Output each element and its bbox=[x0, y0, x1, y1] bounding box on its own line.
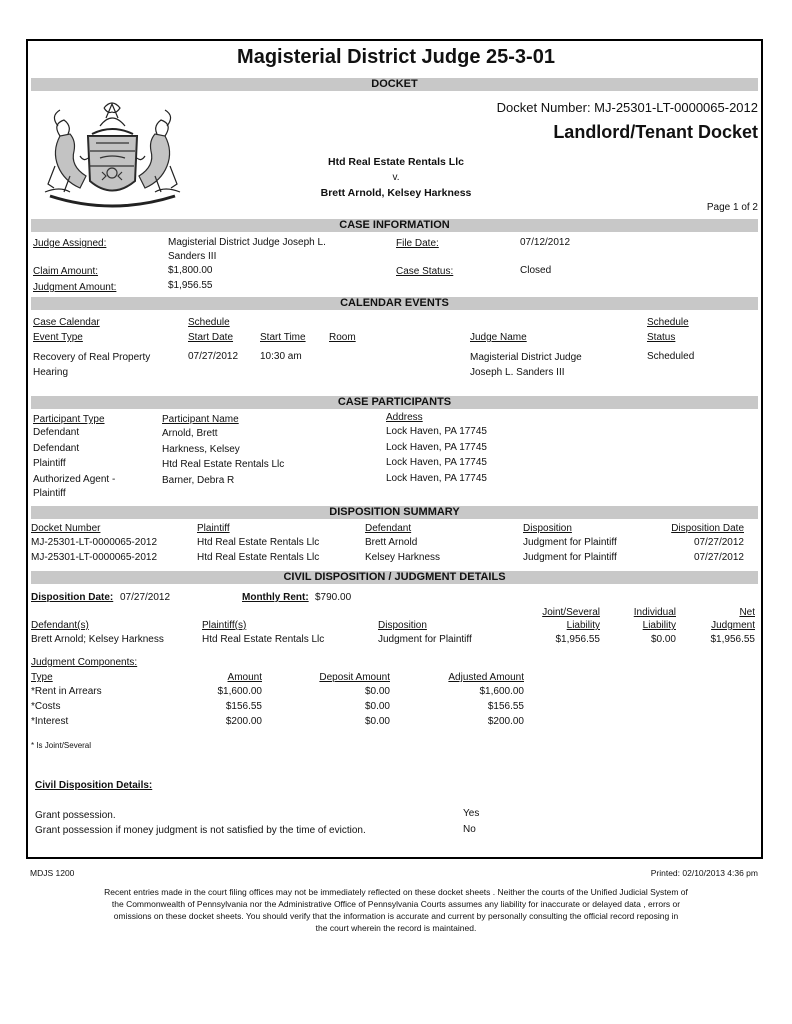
disclaimer bbox=[70, 886, 722, 934]
judgment-label: Judgment Amount: bbox=[33, 282, 117, 293]
component-deposit: $0.00 bbox=[364, 701, 390, 712]
components-label: Judgment Components: bbox=[31, 657, 138, 668]
civil-plaintiffs: Htd Real Estate Rentals Llc bbox=[202, 634, 325, 645]
component-deposit: $0.00 bbox=[364, 716, 390, 727]
h-amount: Amount bbox=[227, 672, 262, 683]
joint-liability: $1,956.55 bbox=[555, 634, 600, 645]
disp-docket: MJ-25301-LT-0000065-2012 bbox=[31, 537, 158, 548]
participant-type-cont: Plaintiff bbox=[33, 488, 66, 499]
participant-address: Lock Haven, PA 17745 bbox=[386, 442, 487, 453]
detail-grant-possession-eviction-value: No bbox=[463, 824, 476, 835]
claim-amount: $1,800.00 bbox=[168, 265, 213, 276]
monthly-rent-label: Monthly Rent: bbox=[242, 592, 309, 603]
joint-several-footnote: * Is Joint/Several bbox=[31, 741, 92, 750]
participant-name: Arnold, Brett bbox=[162, 428, 218, 439]
printed-date: Printed: 02/10/2013 4:36 pm bbox=[650, 868, 758, 878]
h-individual-1: Individual bbox=[633, 607, 676, 618]
disclaimer-line: omissions on these docket sheets. You should verify that the information is accurate and current by personally consulting the official record reposing in bbox=[113, 911, 679, 921]
disp-plaintiff: Htd Real Estate Rentals Llc bbox=[197, 552, 320, 563]
h-room: Room bbox=[329, 332, 356, 343]
participant-name: Barner, Debra R bbox=[162, 475, 235, 486]
detail-grant-possession: Grant possession. bbox=[35, 810, 116, 821]
disp-plaintiff: Htd Real Estate Rentals Llc bbox=[197, 537, 320, 548]
page-number: Page 1 of 2 bbox=[706, 202, 758, 213]
disp-date: 07/27/2012 bbox=[693, 537, 744, 548]
component-adjusted: $200.00 bbox=[487, 716, 524, 727]
file-date: 07/12/2012 bbox=[520, 237, 571, 248]
h-disposition-date: Disposition Date bbox=[671, 523, 744, 534]
judge-line2: Sanders III bbox=[168, 251, 217, 262]
h-joint-2: Liability bbox=[566, 620, 600, 631]
disp-defendant: Kelsey Harkness bbox=[365, 552, 441, 563]
h-net-1: Net bbox=[739, 607, 755, 618]
disp-date: 07/27/2012 bbox=[693, 552, 744, 563]
h-defendants: Defendant(s) bbox=[31, 620, 89, 631]
participant-type: Defendant bbox=[33, 443, 80, 454]
detail-grant-possession-value: Yes bbox=[463, 808, 480, 819]
participant-name: Harkness, Kelsey bbox=[162, 444, 240, 455]
h-status: Status bbox=[647, 332, 676, 343]
case-status: Closed bbox=[520, 265, 552, 276]
h-address: Address bbox=[386, 412, 423, 423]
participant-type: Plaintiff bbox=[33, 458, 66, 469]
component-amount: $156.55 bbox=[225, 701, 262, 712]
h-schedule: Schedule bbox=[188, 317, 230, 328]
h-participant-name: Participant Name bbox=[162, 414, 239, 425]
h-start-time: Start Time bbox=[260, 332, 306, 343]
h-disposition: Disposition bbox=[523, 523, 572, 534]
form-number: MDJS 1200 bbox=[30, 868, 75, 878]
component-type: *Interest bbox=[31, 716, 69, 727]
civil-disposition: Judgment for Plaintiff bbox=[378, 634, 472, 645]
participant-name: Htd Real Estate Rentals Llc bbox=[162, 459, 285, 470]
event-status: Scheduled bbox=[647, 351, 695, 362]
event-start-date: 07/27/2012 bbox=[188, 351, 239, 362]
h-joint-1: Joint/Several bbox=[542, 607, 600, 618]
net-judgment: $1,956.55 bbox=[710, 634, 755, 645]
h-individual-2: Liability bbox=[642, 620, 676, 631]
h-participant-type: Participant Type bbox=[33, 414, 105, 425]
h-judge-name: Judge Name bbox=[470, 332, 527, 343]
h-type: Type bbox=[31, 672, 53, 683]
h-docket-number: Docket Number bbox=[31, 523, 101, 534]
component-amount: $200.00 bbox=[225, 716, 262, 727]
judge-label: Judge Assigned: bbox=[33, 238, 107, 249]
docket-bar: DOCKET bbox=[31, 78, 758, 91]
component-amount: $1,600.00 bbox=[217, 686, 262, 697]
h-defendant: Defendant bbox=[365, 523, 412, 534]
participants-bar: CASE PARTICIPANTS bbox=[31, 396, 758, 409]
h-net-2: Judgment bbox=[711, 620, 755, 631]
claim-label: Claim Amount: bbox=[33, 266, 99, 277]
court-title: Magisterial District Judge 25-3-01 bbox=[237, 46, 555, 68]
h-case-calendar: Case Calendar bbox=[33, 317, 100, 328]
calendar-bar: CALENDAR EVENTS bbox=[31, 297, 758, 310]
individual-liability: $0.00 bbox=[650, 634, 676, 645]
participant-address: Lock Haven, PA 17745 bbox=[386, 426, 487, 437]
event-line1: Recovery of Real Property bbox=[33, 352, 151, 363]
civil-details-label: Civil Disposition Details: bbox=[35, 780, 153, 791]
docket-number: Docket Number: MJ-25301-LT-0000065-2012 bbox=[496, 100, 758, 115]
disclaimer-line: the court wherein the record is maintained. bbox=[315, 923, 477, 933]
disp-disposition: Judgment for Plaintiff bbox=[523, 552, 617, 563]
disp-defendant: Brett Arnold bbox=[365, 537, 418, 548]
participant-address: Lock Haven, PA 17745 bbox=[386, 473, 487, 484]
disclaimer-line: the Commonwealth of Pennsylvania nor the Administrative Office of Pennsylvania Courts assumes any liability for inaccurate or delayed data , errors or bbox=[111, 899, 681, 909]
civil-disposition-bar: CIVIL DISPOSITION / JUDGMENT DETAILS bbox=[31, 571, 758, 584]
judge-line1: Magisterial District Judge Joseph L. bbox=[168, 237, 326, 248]
docket-type: Landlord/Tenant Docket bbox=[553, 122, 758, 142]
civil-disp-date: 07/27/2012 bbox=[120, 592, 171, 603]
h-start-date: Start Date bbox=[188, 332, 234, 343]
h-adjusted-amount: Adjusted Amount bbox=[448, 672, 524, 683]
component-type: *Rent in Arrears bbox=[31, 686, 102, 697]
disp-docket: MJ-25301-LT-0000065-2012 bbox=[31, 552, 158, 563]
disp-disposition: Judgment for Plaintiff bbox=[523, 537, 617, 548]
detail-grant-possession-eviction: Grant possession if money judgment is not satisfied by the time of eviction. bbox=[35, 825, 366, 836]
participant-address: Lock Haven, PA 17745 bbox=[386, 457, 487, 468]
status-label: Case Status: bbox=[396, 266, 454, 277]
monthly-rent: $790.00 bbox=[315, 592, 352, 603]
event-line2: Hearing bbox=[33, 367, 69, 378]
event-start-time: 10:30 am bbox=[260, 351, 302, 362]
participant-type: Defendant bbox=[33, 427, 80, 438]
component-type: *Costs bbox=[31, 701, 61, 712]
component-adjusted: $1,600.00 bbox=[479, 686, 524, 697]
judgment-amount: $1,956.55 bbox=[168, 280, 213, 291]
h-plaintiff: Plaintiff bbox=[197, 523, 230, 534]
h-schedule-2: Schedule bbox=[647, 317, 689, 328]
caption-v: v. bbox=[392, 172, 400, 183]
participant-type: Authorized Agent - bbox=[33, 474, 116, 485]
event-judge-line1: Magisterial District Judge bbox=[470, 352, 582, 363]
h-civil-disposition: Disposition bbox=[378, 620, 427, 631]
event-judge-line2: Joseph L. Sanders III bbox=[470, 367, 565, 378]
case-info-bar: CASE INFORMATION bbox=[31, 219, 758, 232]
h-plaintiffs: Plaintiff(s) bbox=[202, 620, 247, 631]
component-adjusted: $156.55 bbox=[487, 701, 524, 712]
civil-defendants: Brett Arnold; Kelsey Harkness bbox=[31, 634, 164, 645]
h-deposit-amount: Deposit Amount bbox=[319, 672, 390, 683]
caption-defendant: Brett Arnold, Kelsey Harkness bbox=[320, 187, 472, 199]
disposition-summary-bar: DISPOSITION SUMMARY bbox=[31, 506, 758, 519]
caption-plaintiff: Htd Real Estate Rentals Llc bbox=[328, 156, 464, 168]
disp-date-label: Disposition Date: bbox=[31, 592, 114, 603]
component-deposit: $0.00 bbox=[364, 686, 390, 697]
coat-of-arms-seal-icon bbox=[30, 96, 195, 211]
file-date-label: File Date: bbox=[396, 238, 439, 249]
disclaimer-line: Recent entries made in the court filing offices may not be immediately reflected on these docket sheets . Neither the courts of the Unified Judicial System of bbox=[104, 887, 688, 897]
h-event-type: Event Type bbox=[33, 332, 83, 343]
